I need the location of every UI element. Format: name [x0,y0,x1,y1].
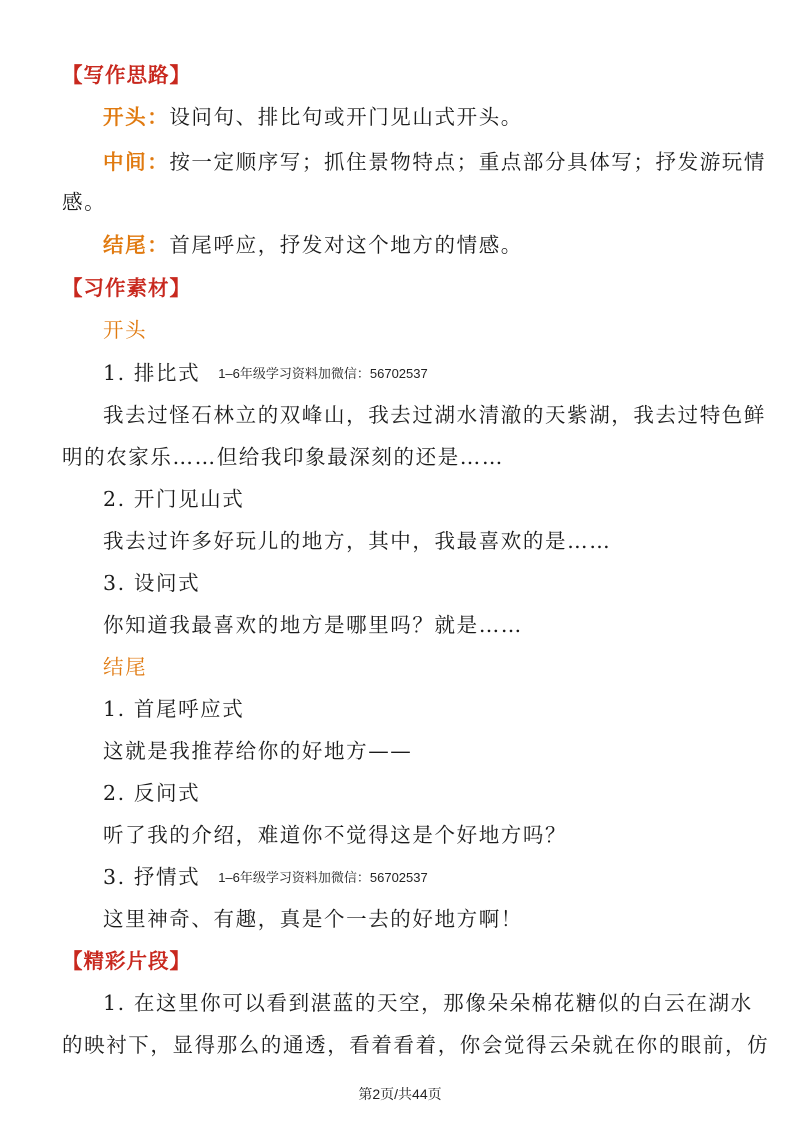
opening-1-title-line [103,358,428,389]
middle-idea [103,147,766,177]
ending-2-text: 听了我的介绍，难道你不觉得这是个好地方吗？ [103,823,568,847]
middle-text-2: 感。 [62,190,107,214]
page-number-footer: 第2页/共44页 [358,1086,442,1102]
opening-2-title: 2. 开门见山式 [103,487,245,511]
watermark-1: 1–6年级学习资料加微信：56702537 [218,366,428,381]
section-highlights: 【精彩片段】 [62,949,191,973]
ending-label: 结尾： [103,233,170,257]
opening-label: 开头： [103,105,170,129]
ending-idea [103,230,523,260]
opening-1-title: 1. 排比式 [103,361,201,385]
section-writing-ideas: 【写作思路】 [62,63,191,87]
ending-text: 首尾呼应，抒发对这个地方的情感。 [169,233,523,257]
ending-3-title: 3. 抒情式 [103,865,201,889]
opening-3-title: 3. 设问式 [103,571,201,595]
opening-heading: 开头 [103,318,148,342]
highlight-1-line-1: 1. 在这里你可以看到湛蓝的天空，那像朵朵棉花糖似的白云在湖水 [103,991,753,1015]
opening-3-text: 你知道我最喜欢的地方是哪里吗？就是…… [103,613,523,637]
section-materials: 【习作素材】 [62,276,191,300]
ending-1-text: 这就是我推荐给你的好地方—— [103,739,413,763]
ending-heading: 结尾 [103,655,148,679]
opening-text: 设问句、排比句或开门见山式开头。 [169,105,523,129]
opening-1-text-2: 明的农家乐……但给我印象最深刻的还是…… [62,445,504,469]
opening-idea [103,102,523,132]
ending-2-title: 2. 反问式 [103,781,201,805]
middle-label: 中间： [103,150,170,174]
ending-3-text: 这里神奇、有趣，真是个一去的好地方啊！ [103,907,523,931]
ending-3-title-line [103,862,428,893]
opening-1-text-1: 我去过怪石林立的双峰山，我去过湖水清澈的天紫湖，我去过特色鲜 [103,403,766,427]
middle-text-1: 按一定顺序写；抓住景物特点；重点部分具体写；抒发游玩情 [169,150,767,174]
ending-1-title: 1. 首尾呼应式 [103,697,245,721]
opening-2-text: 我去过许多好玩儿的地方，其中，我最喜欢的是…… [103,529,612,553]
highlight-1-line-2: 的映衬下，显得那么的通透，看着看着，你会觉得云朵就在你的眼前，仿 [62,1033,770,1057]
watermark-2: 1–6年级学习资料加微信：56702537 [218,870,428,885]
